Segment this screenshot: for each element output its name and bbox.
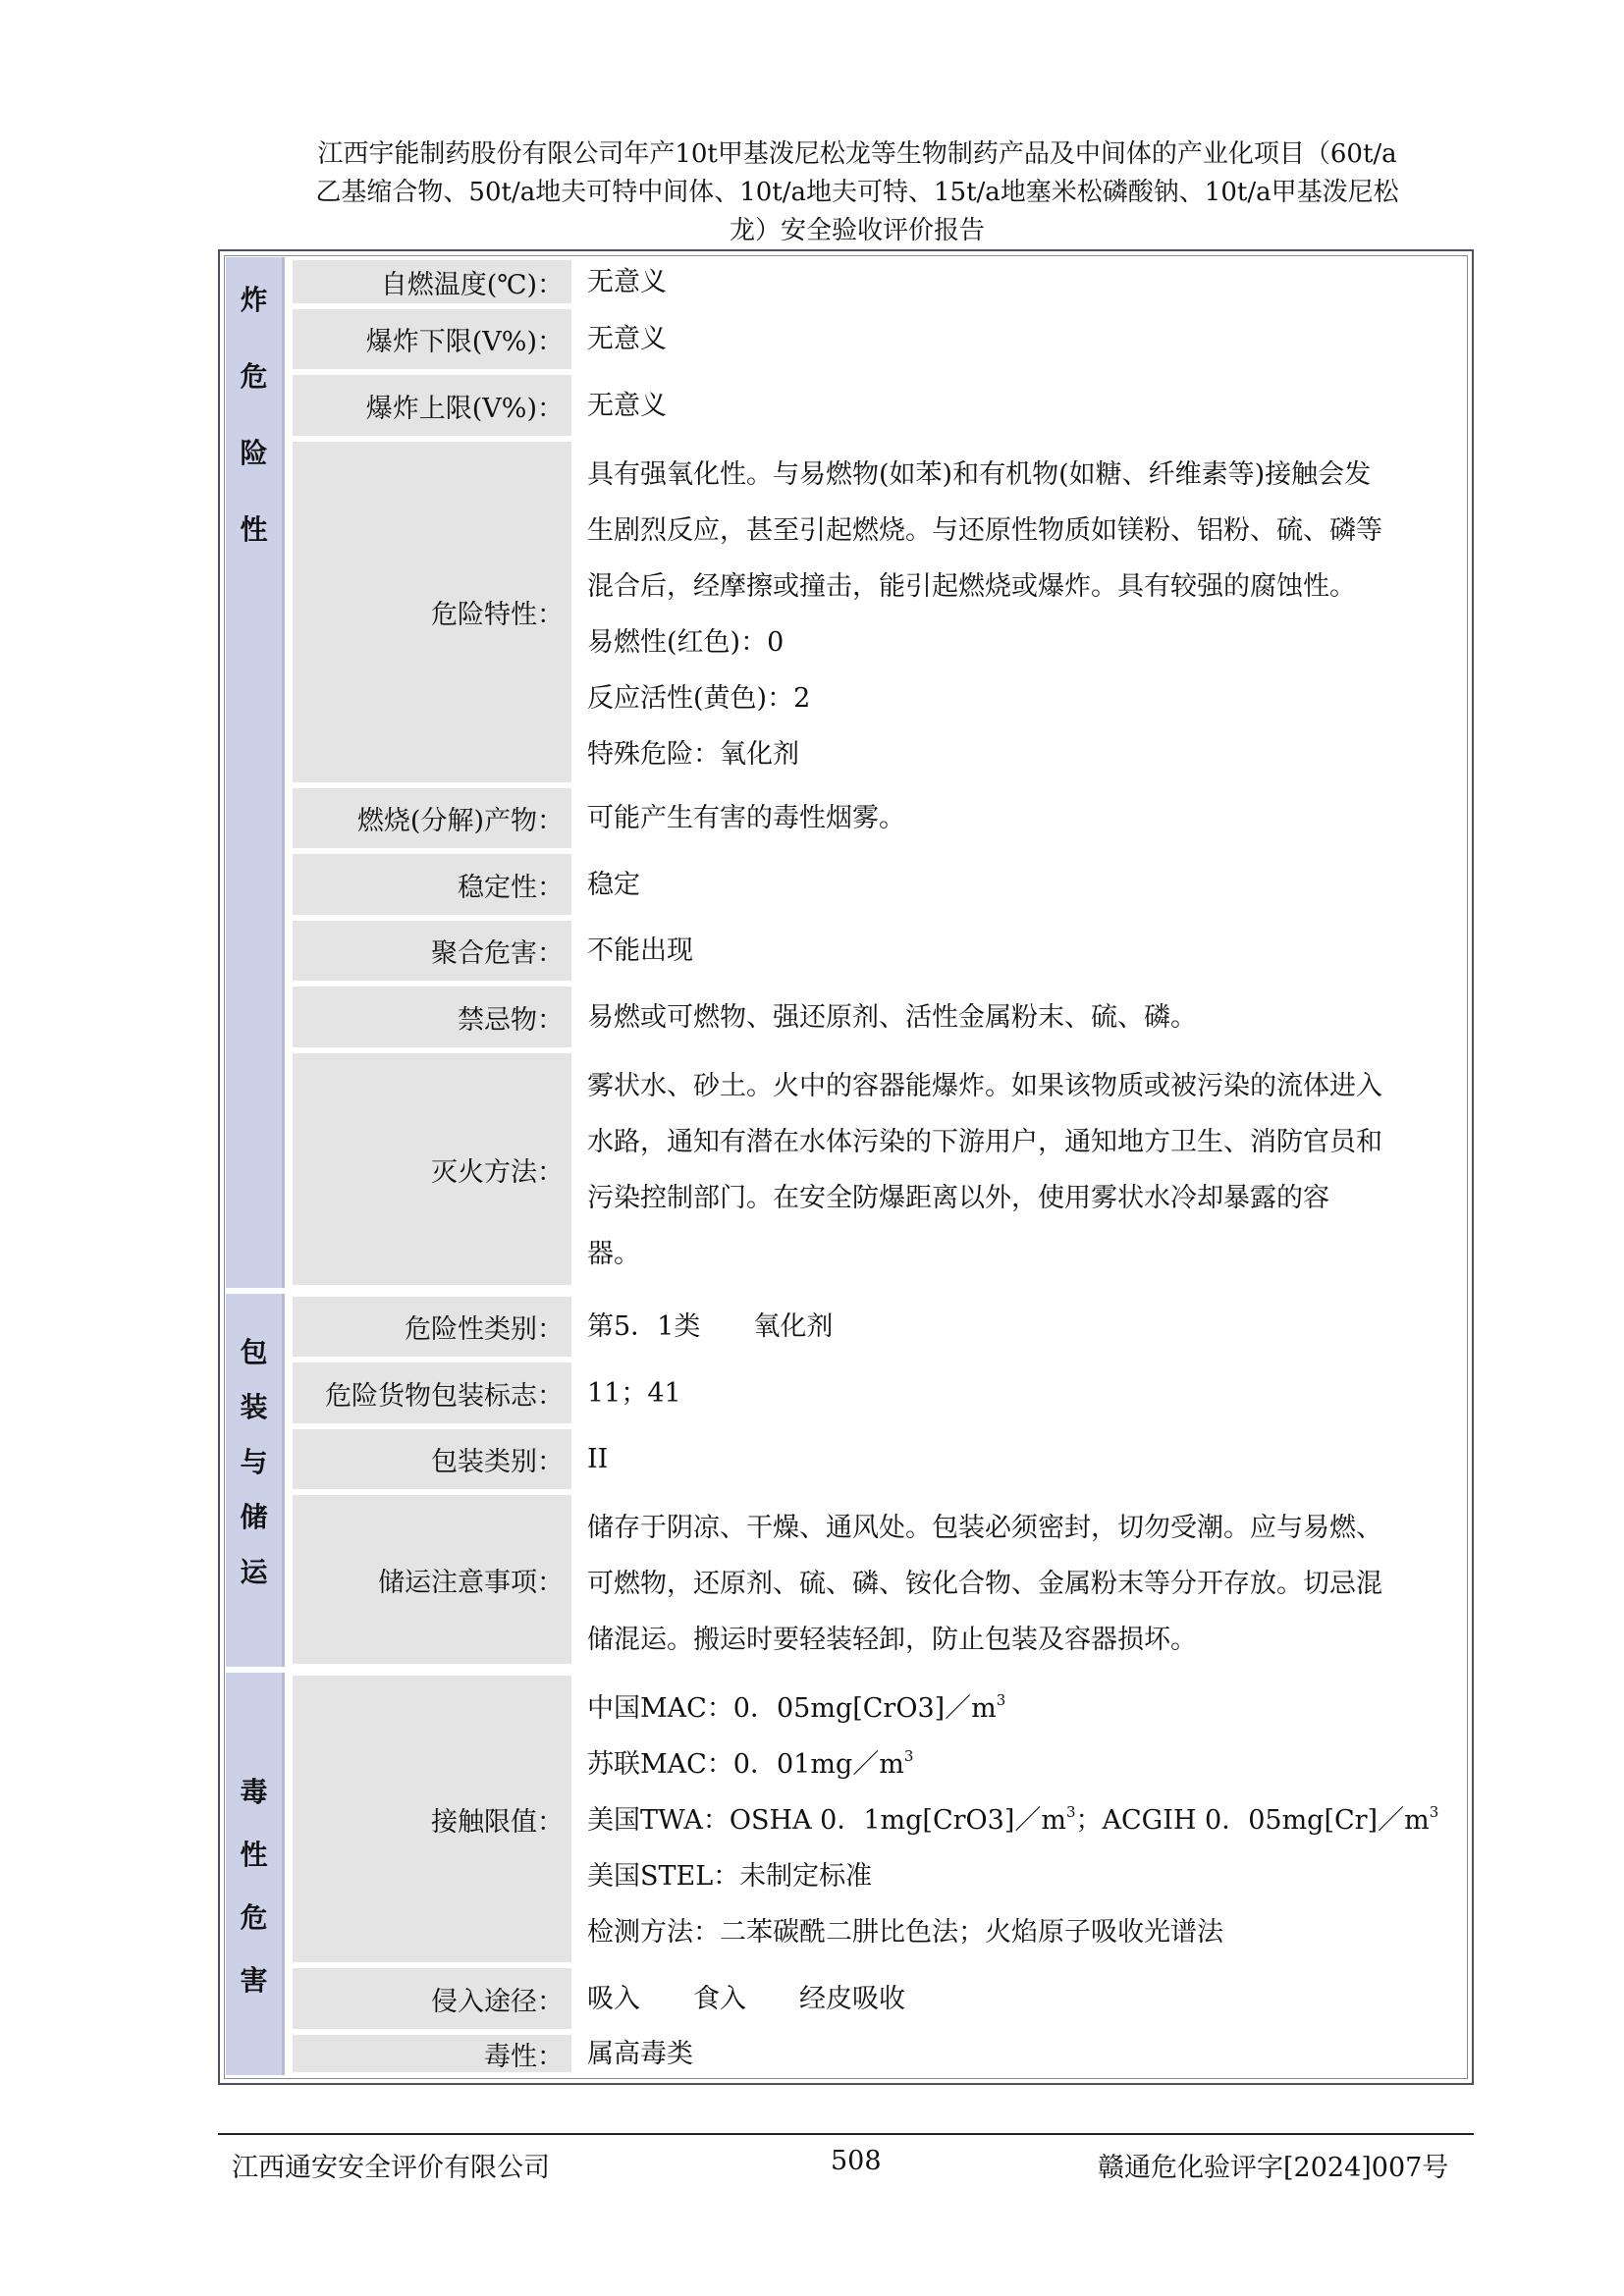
field-label: 侵入途径： — [293, 1968, 571, 2029]
section-char: 炸 — [240, 284, 268, 316]
section-char: 运 — [240, 1556, 268, 1588]
row-exposure-limits — [293, 1673, 1465, 1965]
section-char: 装 — [240, 1391, 268, 1423]
row-uel — [293, 372, 1465, 439]
section-char: 危 — [240, 360, 268, 393]
document-title — [224, 135, 1490, 250]
limit-us-twa: 美国TWA：OSHA 0．$1mg[CrO3]/m^3$；ACGIH 0．$05mg[Cr]/m^3$ — [587, 1803, 1439, 1836]
row-lel — [293, 306, 1465, 372]
field-value: 无意义 — [587, 390, 667, 421]
field-value: 雾状水、砂土。火中的容器能爆炸。如果该物质或被污染的流体进入 水路，通知有潜在水体污染的下游用户，通知地方卫生、消防官员和 污染控制部门。在安全防爆距离以外，使用雾状水冷却暴露的容 器。 — [587, 1071, 1382, 1269]
footer-doc-number: 赣通危化验评字[2024]007号 — [1098, 2153, 1449, 2183]
field-value: 吸入 食入 经皮吸收 — [587, 1983, 905, 2014]
row-stability — [293, 851, 1465, 918]
section-char: 毒 — [240, 1776, 268, 1808]
row-toxicity — [293, 2032, 1465, 2075]
field-label: 储运注意事项： — [293, 1495, 571, 1664]
title-line-2: 乙基缩合物、50t/a地夫可特中间体、10t/a地夫可特、15t/a地塞米松磷酸钠、10t/a甲基泼尼松 — [315, 178, 1399, 207]
row-hazard-class — [293, 1294, 1465, 1360]
field-value: 11；41 — [587, 1377, 681, 1409]
limit-china-mac: 中国MAC：0．$05mg[CrO3]/m^3$ — [587, 1691, 1006, 1724]
section-char: 险 — [240, 437, 268, 469]
field-label: 危险货物包装标志： — [293, 1362, 571, 1423]
field-label: 接触限值： — [293, 1676, 571, 1962]
field-value: 不能出现 — [587, 935, 693, 966]
field-value: 易燃或可燃物、强还原剂、活性金属粉末、硫、磷。 — [587, 1001, 1197, 1033]
field-value: 第5．1类 氧化剂 — [587, 1311, 834, 1342]
field-label: 爆炸上限(V%)： — [293, 375, 571, 436]
row-polymerization — [293, 918, 1465, 984]
field-label: 稳定性： — [293, 854, 571, 915]
section-char: 危 — [240, 1901, 268, 1934]
section-char: 与 — [240, 1446, 268, 1478]
section-char: 性 — [240, 513, 268, 546]
field-value: 稳定 — [587, 869, 640, 900]
field-label: 爆炸下限(V%)： — [293, 309, 571, 369]
row-incompatibles — [293, 984, 1465, 1050]
field-value: 无意义 — [587, 324, 667, 354]
row-routes-of-entry — [293, 1965, 1465, 2032]
section-label-explosion — [226, 257, 285, 1288]
msds-table — [218, 249, 1474, 2085]
field-label: 灭火方法： — [293, 1053, 571, 1285]
title-line-3: 龙）安全验收评价报告 — [729, 216, 985, 245]
row-package-group — [293, 1426, 1465, 1492]
field-value: 储存于阴凉、干燥、通风处。包装必须密封，切勿受潮。应与易燃、 可燃物，还原剂、硫、磷、铵化合物、金属粉末等分开存放。切忌混 储混运。搬运时要轻装轻卸，防止包装及容器损坏。 — [587, 1513, 1382, 1655]
field-label: 毒性： — [293, 2035, 571, 2072]
field-label: 燃烧(分解)产物： — [293, 788, 571, 848]
title-line-1: 江西宇能制药股份有限公司年产10t甲基泼尼松龙等生物制药产品及中间体的产业化项目（60t/a — [317, 139, 1397, 169]
section-label-packaging — [226, 1294, 285, 1667]
field-value — [587, 1673, 1455, 1965]
field-value: II — [587, 1444, 609, 1474]
field-label: 禁忌物： — [293, 987, 571, 1047]
section-char: 害 — [240, 1964, 268, 1997]
row-combustion-products — [293, 785, 1465, 851]
limit-ussr-mac: 苏联MAC：0．$01mg/m^3$ — [587, 1747, 914, 1780]
row-storage-notes — [293, 1492, 1465, 1667]
field-value: 无意义 — [587, 266, 667, 297]
section-label-toxicity — [226, 1673, 285, 2075]
field-label: 危险性类别： — [293, 1297, 571, 1357]
section-char: 储 — [240, 1501, 268, 1533]
row-package-mark — [293, 1360, 1465, 1426]
footer-divider — [218, 2133, 1474, 2135]
field-label: 自燃温度(℃)： — [293, 260, 571, 303]
field-label: 聚合危害： — [293, 921, 571, 981]
row-hazard-properties — [293, 439, 1465, 785]
section-char: 性 — [240, 1839, 268, 1871]
detection-method: 检测方法：二苯碳酰二肼比色法；火焰原子吸收光谱法 — [587, 1917, 1223, 1948]
field-value: 属高毒类 — [587, 2038, 693, 2069]
section-char: 包 — [240, 1336, 268, 1368]
page-number: 508 — [831, 2146, 882, 2176]
row-fire-fighting — [293, 1050, 1465, 1288]
limit-us-stel: 美国STEL：未制定标准 — [587, 1861, 873, 1892]
row-autoignition — [293, 257, 1465, 306]
field-label: 危险特性： — [293, 442, 571, 782]
field-label: 包装类别： — [293, 1429, 571, 1489]
footer-company: 江西通安安全评价有限公司 — [232, 2153, 550, 2183]
field-value: 可能产生有害的毒性烟雾。 — [587, 803, 905, 833]
field-value: 具有强氧化性。与易燃物(如苯)和有机物(如糖、纤维素等)接触会发 生剧烈反应，甚至引起燃烧。与还原性物质如镁粉、铝粉、硫、磷等 混合后，经摩擦或撞击，能引起燃烧或爆炸。具有较强的腐蚀性。 易燃性(红色)：0 反应活性(黄色)：2 特殊危险：氧化剂 — [587, 459, 1382, 770]
